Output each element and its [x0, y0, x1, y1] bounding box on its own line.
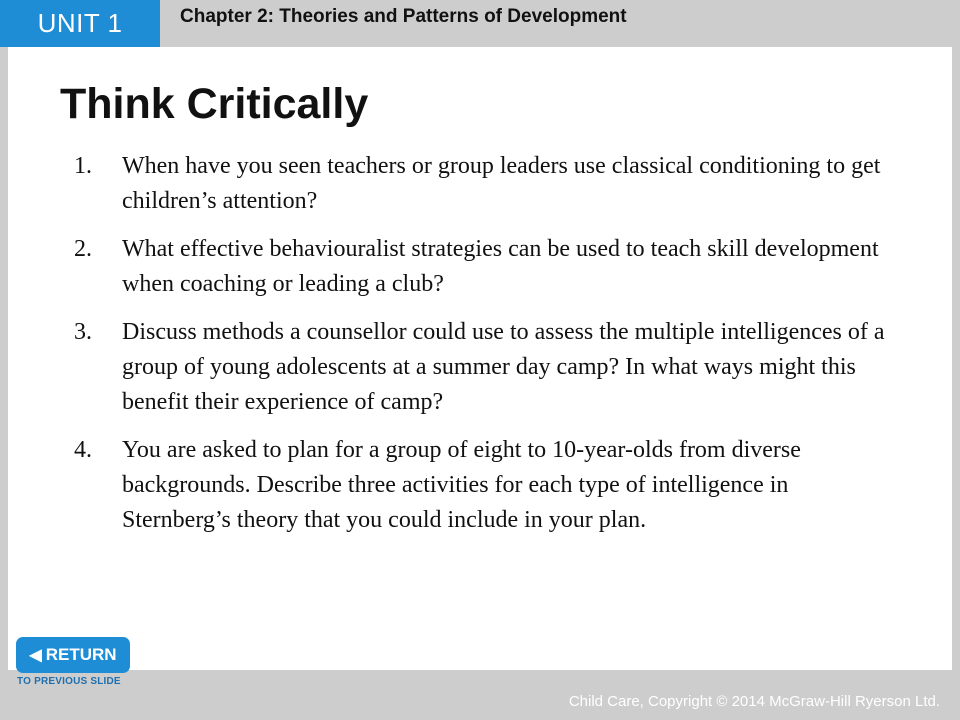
question-number: 2. [74, 236, 92, 262]
copyright-footer: Child Care, Copyright © 2014 McGraw-Hill Ryerson Ltd. [568, 693, 940, 710]
chapter-title: Chapter 2: Theories and Patterns of Development [180, 6, 627, 27]
question-text: You are asked to plan for a group of eight to 10-year-olds from diverse backgrounds. Describe three activities for each type of intelligence in Sternberg’s theory that you could include in your plan. [122, 437, 801, 533]
return-subtitle[interactable]: TO PREVIOUS SLIDE [17, 676, 121, 687]
question-number: 3. [74, 319, 92, 345]
slide-content [8, 47, 952, 670]
return-label: RETURN [45, 645, 117, 664]
question-item [74, 232, 894, 302]
question-list [74, 149, 894, 551]
question-item [74, 433, 894, 538]
question-number: 4. [74, 437, 92, 463]
question-item [74, 315, 894, 420]
question-number: 1. [74, 153, 92, 179]
unit-tab [0, 0, 160, 47]
question-text: When have you seen teachers or group leaders use classical conditioning to get children’s attention? [122, 153, 881, 214]
question-item [74, 149, 894, 219]
return-button[interactable] [16, 637, 130, 673]
question-text: What effective behaviouralist strategies can be used to teach skill development when coaching or leading a club? [122, 236, 879, 297]
unit-label: UNIT 1 [37, 8, 123, 38]
slide-title: Think Critically [60, 80, 369, 128]
question-text: Discuss methods a counsellor could use to assess the multiple intelligences of a group of young adolescents at a summer day camp? In what ways might this benefit their experience of camp? [122, 319, 885, 415]
left-arrow-icon: ◀ [29, 647, 42, 664]
